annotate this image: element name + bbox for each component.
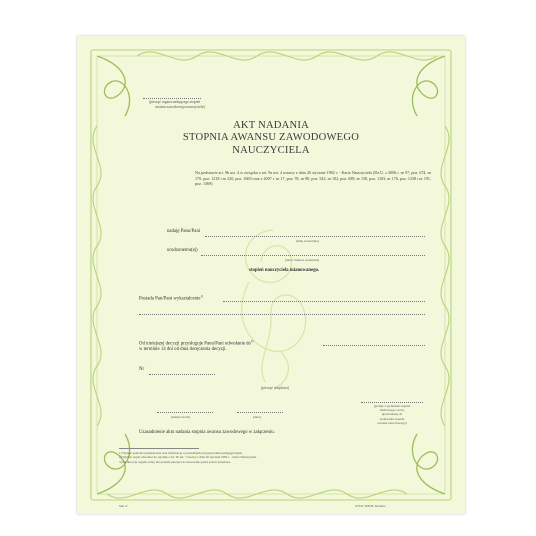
document-title bbox=[77, 120, 465, 157]
appeal-footnote-mark: 2) bbox=[250, 339, 254, 343]
date-caption: (data) bbox=[253, 415, 261, 419]
appeal-authority-field[interactable] bbox=[323, 345, 425, 346]
footnote-1: 1) Wpisać poziom wykształcenia oraz informację o posiadanym przygotowaniu pedagogicznym. bbox=[119, 451, 243, 455]
education-footnote-mark: 1) bbox=[200, 294, 204, 298]
education-field-1[interactable] bbox=[223, 301, 425, 302]
title-line-2: STOPNIA AWANSU ZAWODOWEGO bbox=[182, 132, 360, 144]
seal-caption: (pieczęć urzędowa) bbox=[261, 386, 290, 390]
signature-caption: (podpis z podaniem stopnia służbowego osoby uprawnionej do nadawania stopnia awansu zawodowego) bbox=[373, 404, 411, 425]
signature-line[interactable] bbox=[361, 402, 423, 403]
title-line-3: NAUCZYCIELA bbox=[232, 144, 310, 156]
date-field[interactable] bbox=[237, 412, 283, 413]
birth-label: urodzonemu(ej) bbox=[167, 248, 198, 253]
recipient-label: nadaję Panu/Pani bbox=[167, 229, 201, 234]
document-number-field[interactable] bbox=[149, 374, 215, 375]
form-code: Szk. 9 bbox=[119, 504, 128, 508]
footnotes bbox=[119, 451, 419, 464]
birth-caption: (data i miejsce urodzenia) bbox=[285, 258, 320, 262]
emblem-watermark bbox=[225, 222, 321, 392]
education-field-2[interactable] bbox=[139, 314, 425, 315]
place-caption: (miejscowość) bbox=[171, 415, 191, 419]
place-field[interactable] bbox=[157, 412, 213, 413]
printer-imprint: WYD. SIB.PL Kraków bbox=[355, 504, 386, 508]
recipient-name-field[interactable] bbox=[205, 236, 425, 237]
footnote-separator bbox=[119, 448, 199, 449]
certificate-page bbox=[77, 36, 465, 514]
issuer-stamp-line bbox=[143, 98, 201, 99]
birth-data-field[interactable] bbox=[201, 255, 425, 256]
education-label: Posiada Pan/Pani wykształcenie$^{1)}$ bbox=[139, 294, 204, 302]
footnote-3: 3) Na dowody organu, który nie posiada pieczęci do stosowania przez prawo urzędowe. bbox=[119, 459, 231, 464]
title-line-1: AKT NADANIA bbox=[233, 120, 309, 131]
appeal-deadline: w terminie 14 dni od dnia doręczenia decyzji. bbox=[139, 347, 227, 352]
legal-basis-text: Na podstawie art. 9b ust. 4 w związku z art. 9a ust. 4 ustawy z dnia 26 stycznia 1982 r. - Karta Nauczyciela (Dz.U. z 2006 r. nr 97, poz. 674, nr 170, poz. 1218 i nr 220, poz. 1600 oraz z 2007 r. nr 17, poz. 95, nr 80, poz. 542, nr 102, poz. 689, nr 158, poz. 1103, nr 176, poz. 1238 i nr 191, poz. 1369) bbox=[195, 170, 431, 187]
footnote-2: 2) Wpisać organ odwoławczy zgodnie z art. 9b ust. 7 ustawy z dnia 26 stycznia 1982 r. - Karta Nauczyciela. bbox=[119, 455, 257, 460]
justification-notice: Uzasadnienie aktu nadania stopnia awansu zawodowego w załączeniu. bbox=[139, 430, 275, 435]
document-number-label: Nr bbox=[139, 367, 145, 372]
issuer-stamp-caption: (pieczęć organu nadającego stopień awansu zawodowego nauczyciela) bbox=[149, 100, 205, 109]
appeal-text: Od niniejszej decyzji przysługuje Panu/Pani odwołanie $do^{2)}$ bbox=[139, 339, 254, 347]
recipient-caption: (imię i nazwisko) bbox=[296, 239, 320, 243]
degree-text: stopień nauczyciela mianowanego. bbox=[249, 268, 320, 273]
